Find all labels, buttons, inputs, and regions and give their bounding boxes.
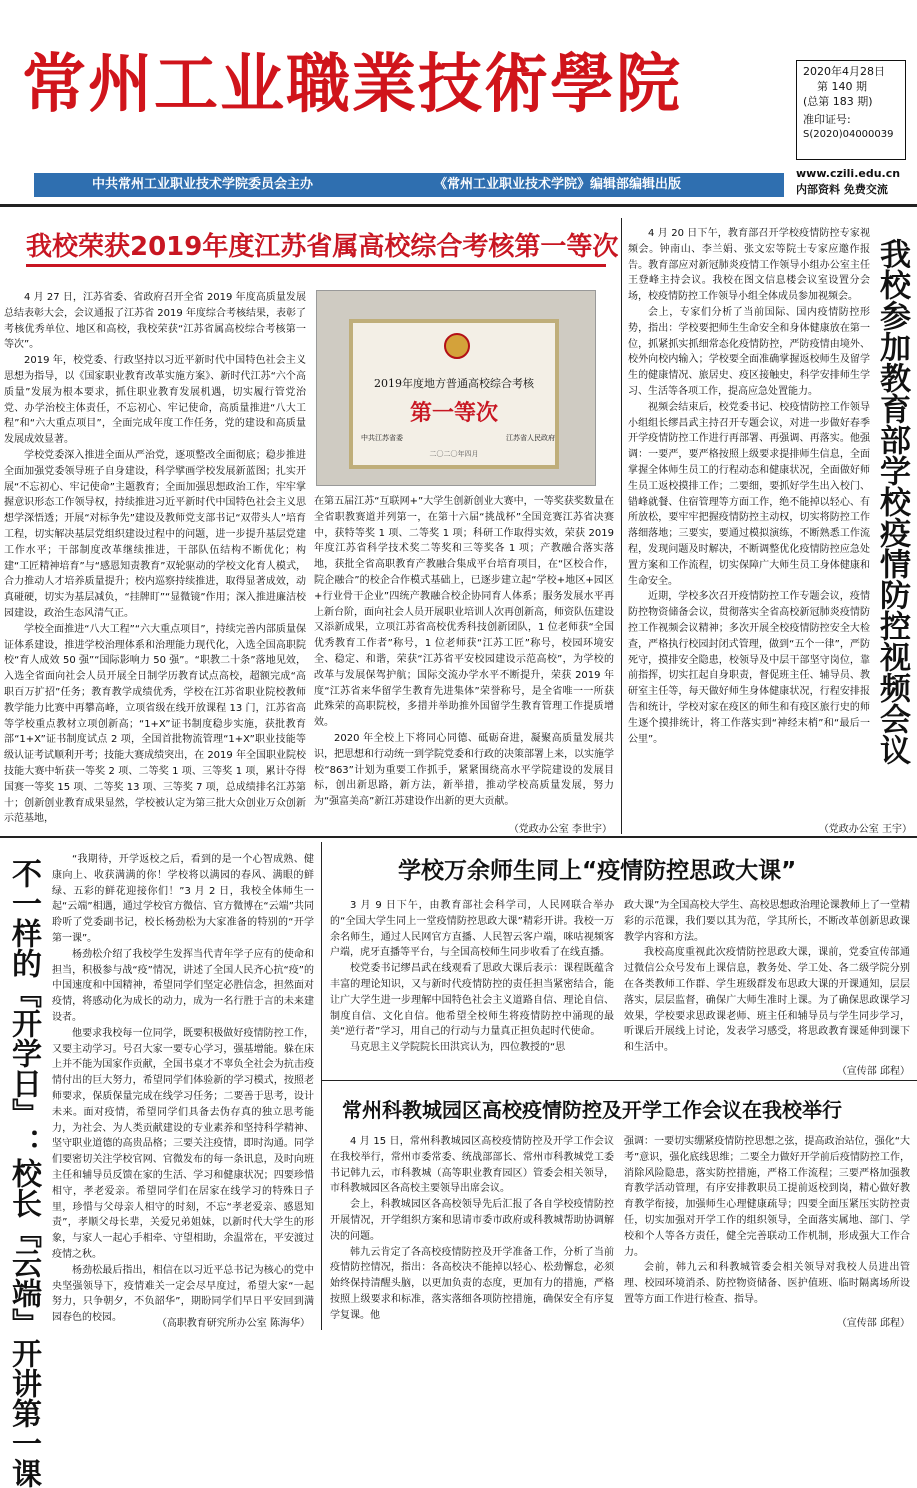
- masthead: [0, 0, 917, 200]
- article4-paragraph: 马克思主义学院院长田洪宾认为，四位教授的“思: [350, 1042, 566, 1054]
- article4-title: 学校万余师生同上“疫情防控思政大课”: [398, 858, 797, 884]
- article1-paragraph: 2020 年全校上下将同心同德、砥砺奋进，凝聚高质量发展共识，把思想和行动统一到学院党委和行政的决策部署上来，以实施学校“863”计划为重要工作抓手，紧紧围绕高水平学院建设的发展目标，创出新思路，新方法，新举措，推动学校高质量发展，努力为“强富美高”新江苏建设作出新的更大贡献。: [314, 732, 614, 808]
- article2-paragraph: 4 月 20 日下午，教育部召开学校疫情防控专家视频会。钟南山、李兰娟、张文宏等院士专家应邀作报告。教育部应对新冠肺炎疫情工作领导小组办公室主任王登峰主持会议。我校在图文信息楼会议室设置分会场，校疫情防控工作领导小组全体成员参加视频会。: [628, 228, 870, 303]
- issue-number: 第 140 期: [817, 80, 867, 93]
- sponsor-bar: [34, 173, 784, 197]
- permit-number: S(2020)04000039: [803, 129, 894, 140]
- article2-body: [628, 226, 870, 820]
- article5-paragraph: 会前，韩九云和科教城管委会相关领导对我校人员进出管理、校园环境消杀、防控物资储备、医护值班、临时隔离场所设置等方面工作进行检查、指导。: [624, 1262, 910, 1305]
- site-info: [796, 166, 911, 198]
- article3-paragraph: 杨劲松最后指出，相信在以习近平总书记为核心的党中央坚强领导下，疫情难关一定会尽早度过，希望大家“一起努力，只争朝夕，不负韶华”，期盼同学们早日平安回到满园春色的校园。: [52, 1264, 314, 1324]
- article2-paragraph: 会上，专家们分析了当前国际、国内疫情防控形势，指出：学校要把师生生命安全和身体健康放在第一位，抓紧抓实抓细常态化疫情防控，严防疫情由境外、校外向校内输入；学校要全面准确掌握返校师生及留学生的健康情况、旅居史、疫区接触史，科学安排师生学习、生活等各项工作，提高应急处置能力。: [628, 306, 870, 397]
- issue-date: 2020年4月28日: [803, 65, 885, 78]
- article1-paragraph: 在第五届江苏“互联网+”大学生创新创业大赛中，一等奖获奖数量在全省职教赛道并列第一，在第十六届“挑战杯”全国竞赛江苏省决赛中，获特等奖 1 项、二等奖 1 项；科研工作取得实效，荣获 2019 年度江苏省科学技术奖二等奖和三等奖各 1 项；产教融合落实落地，获批全省高职教育产教融合集成平台培育项目，在“区校合作，院企融合”的校企合作模式基础上，已逐步建立起“学校+地区+园区+行业骨干企业”四统产教融合校企协同育人体系；服务发展水平再上新台阶，面向社会人员开展职业培训人次再创新高，师资队伍建设又添新成果，立项江苏省高校优秀科技创新团队，1 位老师获“全国优秀教育工作者”称号，1 位老师获“江苏工匠”称号，校园环境安全、稳定、和谐，荣获“江苏省平安校园建设示范高校”，为学校的改革与发展保驾护航；国际交流办学水平不断提升，荣获 2019 年度“江苏省来华留学生教育先进集体”荣誉称号，是全省唯一一所获此殊荣的高职院校，多措并举助推外国留学生教育管理工作提质增效。: [314, 496, 614, 729]
- article1-paragraph: 学校党委深入推进全面从严治党，逐项整改全面彻底；稳步推进全面加强党委领导班子自身建设，科学擘画学校发展新蓝图；扎实开展“不忘初心、牢记使命”主题教育；全面加强思想政治工作，牢牢掌握意识形态工作领导权，持续推进习近平新时代中国特色社会主义思想学深悟透；开展“对标争先”建设及教师党支部书记“双带头人”培育工程，切实解决基层党组织建设过程中的问题，进一步提升基层党建工作水平；干部制度改革继续推进，干部队伍结构不断优化；构建“工匠精神培育”与“感恩知责教育”双轮驱动的学校文化育人模式，合力推动人才培养质量提升；校内巡察持续推进，取得显著成效，动真碰硬，切实为基层减负，“挂牌盯”“显微镜”作用；深入推进廉洁校园建设，政治生态风清气正。: [4, 449, 306, 619]
- total-issue-number: (总第 183 期): [803, 95, 873, 108]
- article5-paragraph: 韩九云肯定了各高校疫情防控及开学准备工作，分析了当前疫情防控情况，指出：各高校决不能掉以轻心、松劲懈怠，必须始终保持清醒头脑，以更加负责的态度，更加有力的措施，严格按照上级要求和标准，落实落细各项防控措施，确保安全有序复学复课。他: [330, 1246, 614, 1321]
- article4-signature: （宣传部 邱程）: [836, 1066, 910, 1077]
- award-plaque-photo: [316, 290, 596, 486]
- article1-title-underline: [26, 264, 606, 267]
- article3-signature: （高职教育研究所办公室 陈海华）: [156, 1318, 310, 1329]
- article5-paragraph: 强调：一要切实绷紧疫情防控思想之弦，提高政治站位，强化“大考”意识，强化底线思维；二要全力做好开学前后疫情防控工作，消除风险隐患，落实防控措施，严格工作流程；三要严格加强教育教学活动管理，有序安排教职员工提前返校到岗，精心做好教育教学衔接，加强师生心理健康疏导；四要全面压紧压实防控责任，切实加强对开学工作的组织领导，全面落实属地、部门、学校和个人等各方责任，健全完善联动工作机制，形成强大工作合力。: [624, 1136, 910, 1258]
- article4-column1: [330, 898, 614, 1074]
- plaque-issuers: [361, 433, 555, 443]
- column-divider: [321, 842, 322, 1330]
- plaque-issuer-left: 中共江苏省委: [361, 434, 403, 442]
- article4-paragraph: 政大课”为全国高校大学生、高校思想政治理论课教师上了一堂精彩的示范课，我们要以其为范，学其所长，不断改革创新思政课教学内容和方法。: [624, 900, 910, 943]
- website-link[interactable]: www.czili.edu.cn: [796, 167, 901, 180]
- plaque-award: 第一等次: [409, 400, 498, 426]
- article5-column1: [330, 1134, 614, 1330]
- section-divider: [322, 1080, 917, 1081]
- article2-paragraph: 近期，学校多次召开疫情防控工作专题会议，疫情防控物资储备会议，贯彻落实全省高校新冠肺炎疫情防控工作视频会议精神；多次开展全校疫情防控安全大检查，严格执行校园封闭式管理，做到“五个一律”，严防死守，摸排安全隐患，校领导及中层干部坚守岗位，靠前指挥，切实扛起自身职责，督促班主任、辅导员、教研室主任等，每天做好师生身体健康状况，行程安排报告和统计，学校对家在疫区的师生和有疫区旅行史的师生逐个摸排统计，将工作落实到“神经末梢”和“最后一公里”。: [628, 591, 870, 745]
- article4-paragraph: 校党委书记缪昌武在线观看了思政大课后表示：课程既蕴含丰富的理论知识，又与新时代疫情防控的责任担当紧密结合，能让广大学生进一步理解中国特色社会主义道路自信、理论自信、制度自信、文化自信。他希望全校师生将疫情防控中涌现的最美“逆行者”学习，用自己的行动与力量真正担负起时代使命。: [330, 963, 614, 1038]
- masthead-divider: [0, 204, 917, 207]
- article2-paragraph: 视频会结束后，校党委书记、校疫情防控工作领导小组组长缪昌武主持召开专题会议，对进一步做好春季开学疫情防控工作进行再部署、再强调、再落实。他强调：一要严，要严格按照上级要求提排师生信息，全面掌握全体师生员工的行程动态和健康状况，全面做好师生员工返校摸排工作；二要细，要抓好学生出入校门、错峰就餐、住宿管理等方面工作，绝不能掉以轻心、有所放松，要牢牢把握疫情防控主动权，切实将防控工作落细落地；三要实，要通过模拟演练，不断熟悉工作流程，发现问题及时解决，不断调整优化疫情防控应急处置方案和工作流程，切实保障广大师生员工身体健康和生命安全。: [628, 401, 870, 587]
- article1-paragraph: 2019 年，校党委、行政坚持以习近平新时代中国特色社会主义思想为指导，以《国家职业教育改革实施方案》、新时代江苏“六个高质量”发展为根本要求，抓住职业教育发展机遇，切实履行管党治党、办学治校主体责任，不忘初心、牢记使命，高质量推进“八大工程”和“六大重点项目”，全面完成年度工作任务，党的建设和高质量发展成效显著。: [4, 355, 306, 446]
- permit-label: 准印证号:: [803, 113, 851, 126]
- section-divider: [0, 836, 917, 838]
- column-divider: [621, 218, 622, 834]
- article2-title: 我校参加教育部学校疫情防控视频会议: [874, 238, 910, 765]
- paper-name: 常州工业職業技術學院: [22, 47, 682, 122]
- article1-paragraph: 学校全面推进“八大工程”“六大重点项目”，持续完善内部质量保证体系建设，推进学校治理体系和治理能力现代化，入选全国高职院校“育人成效 50 强”“国际影响力 50 强”。“职教二十条”落地见效，入选全省面向社会人员开展全日制学历教育试点高校，超额完成“高职百万扩招”任务；教育教学成绩优秀，学校在江苏省职业院校教师教学能力比赛中再攀高峰，立项省级在线开放课程 13 门，江苏省高等学校重点教材立项创新高；“1+X”证书制度稳步实施，获批教育部“1+X”证书制度试点 2 项，全国首批物流管理“1+X”职业技能等级认证考试顺利开考；技能大赛成绩突出，在 2019 年全国职业院校技能大赛中斩获一等奖 2 项、二等奖 1 项、三等奖 1 项，累计夺得国赛一等奖 15 项、二等奖 13 项、三等奖 7 项，总成绩排名江苏第十；创新创业教育成果显然，学校被认定为第三批大众创业万众创新示范基地，: [4, 623, 306, 825]
- article1-paragraph: 4 月 27 日，江苏省委、省政府召开全省 2019 年度高质量发展总结表彰大会，会议通报了江苏省 2019 年度综合考核结果，表彰了考核优秀单位、地区和高校，我校荣获“江苏省属高校综合考核第一等次”。: [4, 292, 306, 351]
- national-emblem-icon: [444, 333, 470, 359]
- article2-signature: （党政办公室 王宇）: [818, 824, 912, 835]
- article5-signature: （宣传部 邱程）: [836, 1318, 910, 1329]
- article4-paragraph: 我校高度重视此次疫情防控思政大课，课前，党委宣传部通过微信公众号发布上课信息，教务处、学工处、各二级学院分别在各类教师工作群、学生班级群发布思政大课的开课通知，层层落实，层层监督，确保广大师生准时上课。为了确保思政课学习效果，学校要求思政课老师、班主任和辅导员与学生同步学习，听课后开展线上讨论，发表学习感受，将思政教育课延伸到课下和生活中。: [624, 947, 910, 1054]
- issue-info-box: [796, 60, 906, 160]
- editor-text: 《常州工业职业技术学院》编辑部编辑出版: [434, 177, 682, 192]
- article3-paragraph: “我期待，开学返校之后，看到的是一个心智成熟、健康向上、收获满满的你！学校将以满园的春风、满眼的鲜绿、五彩的鲜花迎接你们！”3 月 2 日，我校全体师生一起“云端”相遇，通过学校官方微信、官方微博在“云端”共同聆听了党委副书记，校长杨劲松为大家准备的特别的“开学第一课”。: [52, 854, 314, 944]
- plaque-date: 二〇二〇年四月: [429, 450, 479, 458]
- article1-column1: [4, 290, 306, 868]
- sponsor-text: 中共常州工业职业技术学院委员会主办: [92, 177, 314, 192]
- article5-paragraph: 4 月 15 日，常州科教城园区高校疫情防控及开学工作会议在我校举行，常州市委常委、统战部部长、常州市科教城党工委书记韩九云，市科教城（高等职业教育园区）管委会相关领导，市科教城园区各高校主要领导出席会议。: [330, 1136, 614, 1195]
- article1-signature: （党政办公室 李世宇）: [508, 824, 612, 835]
- plaque-issuer-right: 江苏省人民政府: [506, 434, 555, 442]
- internal-note: 内部资料 免费交流: [796, 183, 888, 196]
- article5-paragraph: 会上，科教城园区各高校领导先后汇报了各自学校疫情防控开展情况，开学组织方案和思请市委市政府或科教城帮助协调解决的问题。: [330, 1199, 614, 1242]
- article5-title: 常州科教城园区高校疫情防控及开学工作会议在我校举行: [342, 1098, 842, 1122]
- article1-column2: [314, 494, 614, 816]
- article3-paragraph: 他要求我校每一位同学，既要积极做好疫情防控工作，又要主动学习。号召大家一要专心学习，强基增能。躲在床上并不能为国家作贡献，全国书桌才不辜负全社会为抗击疫情付出的巨大努力，希望同学们体验新的学习模式，按照老师要求，保质保量完成在线学习任务；二要善于思考，设计未来。面对疫情，希望同学们具备去伪存真的独立思考能力，为社会、为人类贡献建设的专业素养和坚持科学精神、坚守职业道德的高贵品格；三要关注疫情，即时沟通。同学们要密切关注学校官网、官微发布的每一条讯息，及时向班主任和辅导员反馈在家的生活、学习和健康状况；四要珍惜相守，孝老爱亲。希望同学们在居家在线学习的特殊日子里，珍惜与父母亲人相守的时刻，不忘“孝老爱亲、感恩知责”，孝顺父母长辈，关爱兄弟姐妹，以新时代大学生的形象，与家人一起心手相牵、守望相助，余温常在，平安渡过疫情之秋。: [52, 1027, 314, 1260]
- article5-column2: [624, 1134, 910, 1314]
- article3-title: 不一样的『开学日』：校长『云端』开讲第一课: [6, 858, 41, 1488]
- article1-title: 我校荣获2019年度江苏省属高校综合考核第一等次: [26, 232, 619, 262]
- article4-column2: [624, 898, 910, 1060]
- award-plaque: [349, 319, 559, 469]
- article3-paragraph: 杨劲松介绍了我校学生发挥当代青年学子应有的使命和担当，积极参与战“疫”情况，讲述了全国人民齐心抗“疫”的中国速度和中国精神，希望同学们坚定必胜信念，担然面对疫情，将感动化为成长的动力，成为一名行胜于言的未来建设者。: [52, 948, 314, 1023]
- plaque-title: 2019年度地方普通高校综合考核: [374, 377, 534, 390]
- article4-paragraph: 3 月 9 日下午，由教育部社会科学司，人民网联合举办的“全国大学生同上一堂疫情防控思政大课”精彩开讲。我校一万余名师生，通过人民网官方直播、人民智云客户端，咪咕视频客户端，虎牙直播等平台，与全国高校师生同步收看了在线直播。: [330, 900, 614, 959]
